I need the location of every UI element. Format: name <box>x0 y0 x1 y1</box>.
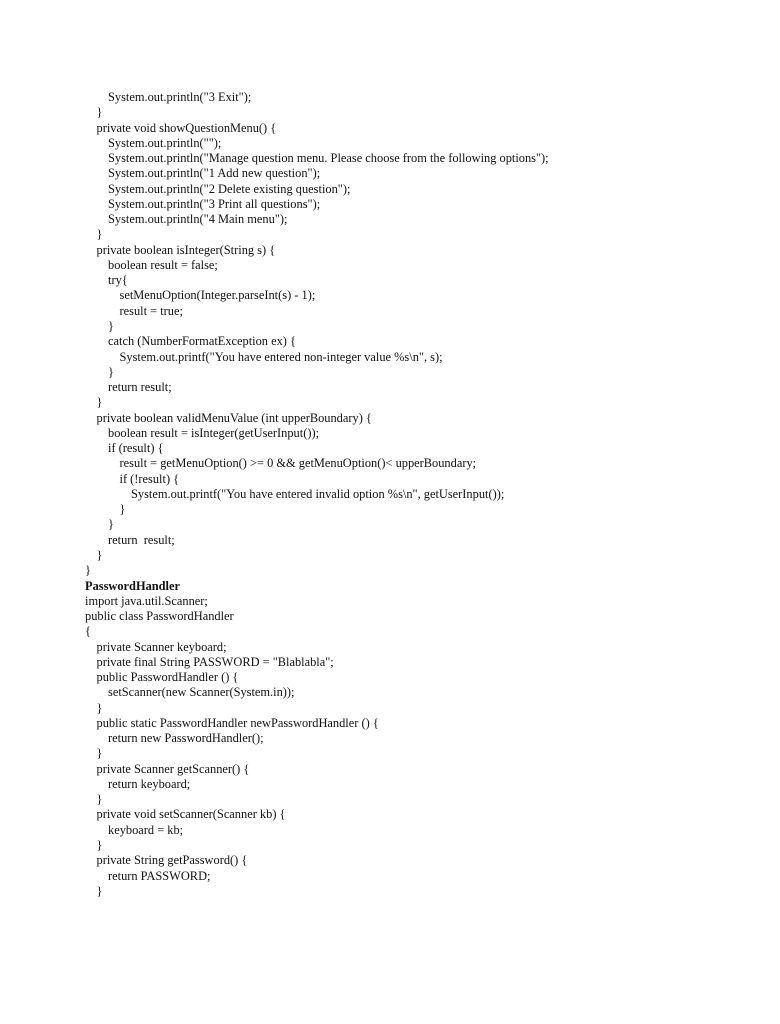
code-line: { <box>85 624 91 639</box>
code-line: } <box>96 746 103 761</box>
code-line: } <box>108 364 114 379</box>
code-line: System.out.println("4 Main menu"); <box>108 212 288 227</box>
code-line: } <box>96 395 103 410</box>
code-line: return keyboard; <box>108 776 191 791</box>
code-line: } <box>96 792 103 807</box>
code-line: try{ <box>108 273 128 288</box>
code-line: } <box>96 547 103 562</box>
code-line: System.out.println("3 Exit"); <box>108 90 252 104</box>
code-line: boolean result = false; <box>108 257 218 272</box>
document-page <box>85 90 745 899</box>
code-line: result = true; <box>119 303 183 318</box>
code-line: return new PasswordHandler(); <box>108 731 264 746</box>
code-line: private final String PASSWORD = "Blablabla"; <box>96 654 334 669</box>
code-line: System.out.println("2 Delete existing question"); <box>108 181 351 196</box>
code-line: public PasswordHandler () { <box>96 670 239 685</box>
code-line: catch (NumberFormatException ex) { <box>108 334 296 349</box>
code-line: System.out.println("1 Add new question"); <box>108 166 321 181</box>
code-line: private boolean isInteger(String s) { <box>96 242 276 257</box>
code-line: } <box>108 318 114 333</box>
code-line: System.out.printf("You have entered non-integer value %s\n", s); <box>119 349 443 364</box>
code-line: return result; <box>108 532 175 547</box>
code-line: keyboard = kb; <box>108 822 184 837</box>
code-line: } <box>85 563 91 578</box>
code-line: private boolean validMenuValue (int upperBoundary) { <box>96 410 372 425</box>
code-line: private void setScanner(Scanner kb) { <box>96 807 286 822</box>
code-line: System.out.println("Manage question menu. Please choose from the following options"); <box>108 151 549 166</box>
code-line: System.out.println("3 Print all questions"); <box>108 196 321 211</box>
code-line: } <box>119 502 126 517</box>
section-heading: PasswordHandler <box>85 578 180 593</box>
code-line: System.out.printf("You have entered invalid option %s\n", getUserInput()); <box>131 486 505 501</box>
code-line: if (!result) { <box>119 471 180 486</box>
code-line: setMenuOption(Integer.parseInt(s) - 1); <box>119 288 316 303</box>
code-line: } <box>108 517 114 532</box>
code-line: private String getPassword() { <box>96 853 248 868</box>
code-line: System.out.println(""); <box>108 135 222 150</box>
code-line: import java.util.Scanner; <box>85 593 208 608</box>
code-line: private Scanner getScanner() { <box>96 761 250 776</box>
code-line: } <box>96 700 103 715</box>
code-line: private Scanner keyboard; <box>96 639 227 654</box>
code-line: if (result) { <box>108 441 164 456</box>
code-line: return PASSWORD; <box>108 868 211 883</box>
code-line: } <box>96 883 103 898</box>
code-line: result = getMenuOption() >= 0 && getMenuOption()< upperBoundary; <box>119 456 477 471</box>
code-line: private void showQuestionMenu() { <box>96 120 277 135</box>
code-line: } <box>96 227 103 242</box>
code-line: boolean result = isInteger(getUserInput()); <box>108 425 320 440</box>
code-line: } <box>96 838 103 853</box>
code-line: setScanner(new Scanner(System.in)); <box>108 685 295 700</box>
code-line: } <box>96 105 103 120</box>
code-line: public static PasswordHandler newPasswordHandler () { <box>96 715 379 730</box>
code-line: return result; <box>108 380 172 395</box>
code-line: public class PasswordHandler <box>85 609 234 624</box>
